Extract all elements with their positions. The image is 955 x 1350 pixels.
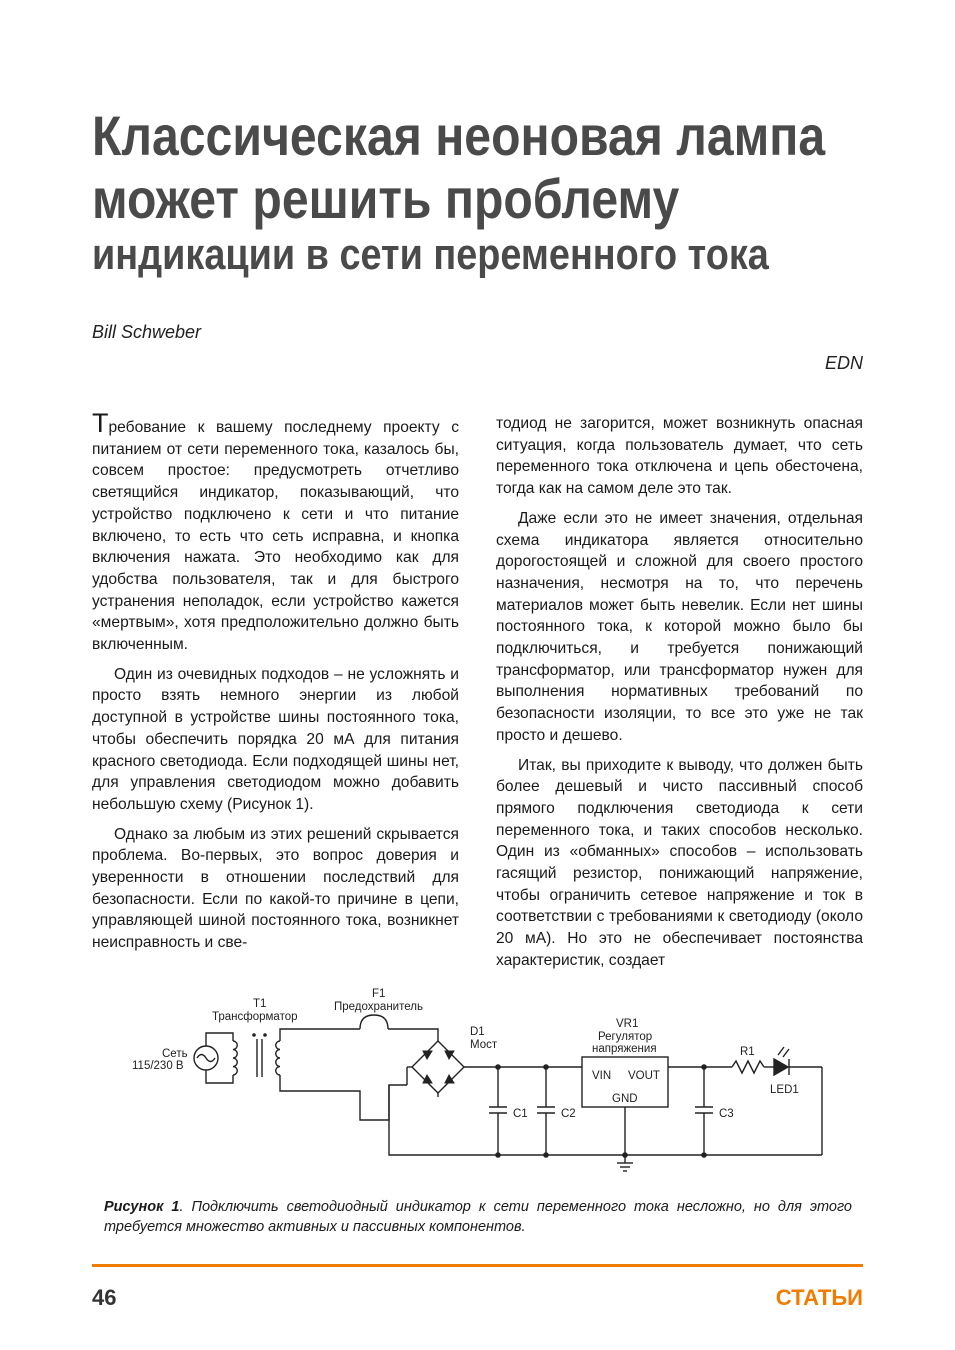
drop-cap: Т	[92, 408, 109, 438]
author-name: Bill Schweber	[92, 322, 202, 342]
sine-wave-icon	[197, 1055, 215, 1062]
vout-pin: VOUT	[628, 1070, 660, 1082]
publication-source: EDN	[824, 353, 863, 373]
paragraph: тодиод не загорится, может возникнуть опасная ситуация, когда пользователь думает, что сеть переменного тока отключена и цепь обесточена, тогда как на самом деле это так.	[496, 415, 863, 498]
vr1-label: VR1	[616, 1018, 639, 1030]
transformer-secondary	[276, 1041, 280, 1075]
fuse-symbol	[360, 1015, 388, 1029]
article-title-line-1: Классическая неоновая лампа	[92, 104, 826, 167]
led-symbol	[774, 1059, 788, 1075]
circuit-diagram	[92, 985, 862, 1175]
vin-pin: VIN	[592, 1070, 612, 1082]
gnd-pin: GND	[612, 1093, 638, 1105]
caption-text: . Подключить светодиодный индикатор к сети переменного тока несложно, но для этого требуется множество активных и пассивных компонентов.	[104, 1199, 852, 1235]
left-column	[92, 408, 459, 962]
caption-label: Рисунок 1	[104, 1199, 180, 1215]
f1-name: Предохранитель	[334, 1001, 423, 1013]
f1-label: F1	[372, 988, 386, 1000]
article-subtitle: индикации в сети переменного тока	[92, 230, 769, 279]
transformer-primary	[233, 1041, 237, 1075]
paragraph: Однако за любым из этих решений скрывается проблема. Во-первых, это вопрос доверия и уверенности в отношении последствий для безопасности. Если по какой-то причине в цепи, управляющей шиной постоянного тока, возникнет неисправность и све-	[92, 825, 459, 952]
right-column	[496, 413, 863, 980]
paragraph	[92, 408, 459, 656]
paragraph-text: ребование к вашему последнему проекту с питанием от сети переменного тока, казалось бы, совсем простое: предусмотреть отчетливо светящийся индикатор, показывающий, что устройство подключено к сети и что питание включено, то есть что сеть исправна, и кнопка включения нажата. Это необходимо как для удобства пользователя, так и для быстрого устранения неполадок, если устройство кажется «мертвым», хотя предположительно должно быть включенным.	[92, 419, 459, 654]
bridge-rectifier	[412, 1041, 464, 1093]
vr1-name-2: напряжения	[592, 1043, 657, 1055]
resistor-r1	[732, 1061, 764, 1073]
mains-voltage-label: 115/230 В	[132, 1060, 184, 1072]
d1-label: D1	[470, 1026, 485, 1038]
led1-label: LED1	[770, 1084, 799, 1096]
t1-name: Трансформатор	[212, 1011, 298, 1023]
section-name: СТАТЬИ	[775, 1285, 863, 1310]
figure-caption	[104, 1197, 852, 1237]
footer-rule	[92, 1264, 863, 1267]
paragraph: Один из очевидных подходов – не усложнять и просто взять немного энергии из любой доступной в устройстве шины постоянного тока, чтобы обеспечить порядка 20 мА для питания красного светодиода. Если подходящей шины нет, для управления светодиодом можно добавить небольшую схему (Рисунок 1).	[92, 665, 459, 813]
article-title-line-2: может решить проблему	[92, 167, 680, 230]
t1-label: T1	[253, 998, 267, 1010]
paragraph: Даже если это не имеет значения, отдельная схема индикатора является относительно дорогостоящей и сложной для своего простого назначения, несмотря на то, что перечень материалов может быть невелик. Если нет шины постоянного тока, к которой можно было бы подключиться, и требуется понижающий трансформатор, или трансформатор нужен для выполнения нормативных требований по безопасности изоляции, то все это уже не так просто и дешево.	[496, 509, 863, 744]
paragraph: Итак, вы приходите к выводу, что должен быть более дешевый и чисто пассивный способ прямого подключения светодиода к сети переменного тока, и таких способов несколько. Один из «обманных» способов – использовать гасящий резистор, понижающий напряжение, чтобы ограничить сетевое напряжение и ток в соответствии с требованиями к светодиоду (около 20 мА). Но это не обеспечивает постоянства характеристик, создает	[496, 756, 863, 969]
r1-label: R1	[740, 1046, 755, 1058]
c3-label: C3	[719, 1108, 734, 1120]
vr1-name: Регулятор	[598, 1031, 653, 1043]
c1-label: C1	[513, 1108, 528, 1120]
d1-name: Мост	[470, 1039, 498, 1051]
c2-label: C2	[561, 1108, 576, 1120]
mains-label: Сеть	[162, 1048, 188, 1060]
page-number: 46	[92, 1285, 117, 1310]
